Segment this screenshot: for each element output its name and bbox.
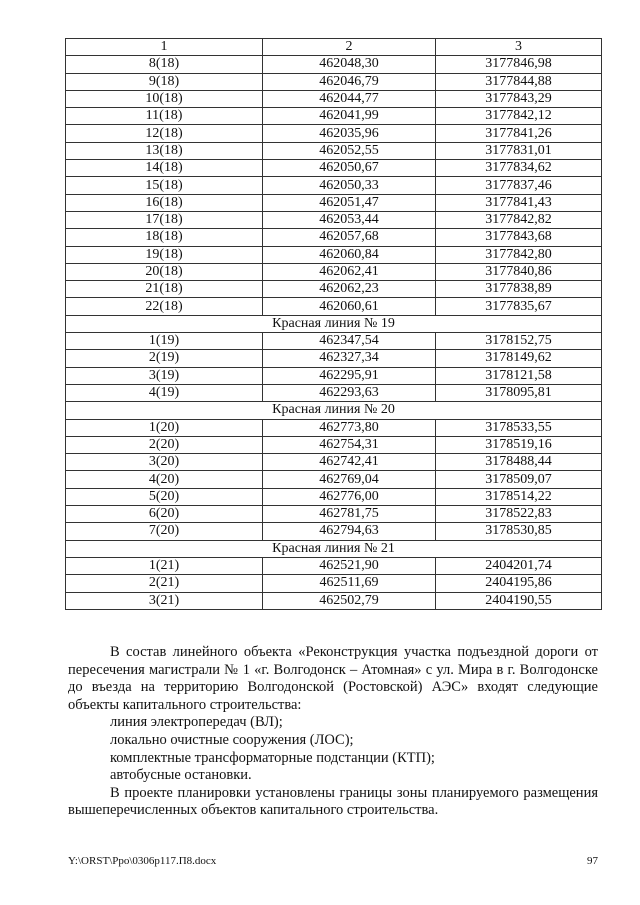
table-row [66, 263, 602, 280]
page-number: 97 [587, 855, 598, 867]
table-cell: 2(21) [66, 575, 263, 592]
list-item: комплектные трансформаторные подстанции (КТП); [110, 749, 435, 766]
table-cell: 462754,31 [263, 436, 436, 453]
table-cell: 3178514,22 [436, 488, 602, 505]
table-cell: 3(19) [66, 367, 263, 384]
table-cell: 462050,67 [263, 160, 436, 177]
table-cell: 3(20) [66, 454, 263, 471]
table-cell: 3178149,62 [436, 350, 602, 367]
table-cell: 462060,84 [263, 246, 436, 263]
closing-paragraph: В проекте планировки установлены границы зоны планируемого размещения вышеперечисленных объектов капитального строительства. [68, 784, 598, 819]
table-cell: 3177831,01 [436, 142, 602, 159]
table-cell: 4(19) [66, 384, 263, 401]
table-cell: 21(18) [66, 281, 263, 298]
list-item: автобусные остановки. [110, 767, 252, 784]
table-row [66, 384, 602, 401]
footer-file-path: Y:\ORST\Ppo\0306p117.П8.docx [68, 855, 217, 867]
table-cell: 462053,44 [263, 211, 436, 228]
table-cell: 3178533,55 [436, 419, 602, 436]
table-row [66, 592, 602, 609]
table-cell: 3(21) [66, 592, 263, 609]
table-cell: 462327,34 [263, 350, 436, 367]
table-cell: 3178152,75 [436, 333, 602, 350]
description-text [68, 644, 598, 820]
table-cell: 462293,63 [263, 384, 436, 401]
table-cell: 462057,68 [263, 229, 436, 246]
table-row [66, 488, 602, 505]
table-row [66, 177, 602, 194]
table-row [66, 350, 602, 367]
table-cell: 18(18) [66, 229, 263, 246]
table-cell: 1(20) [66, 419, 263, 436]
table-cell: 462051,47 [263, 194, 436, 211]
table-cell: 462044,77 [263, 90, 436, 107]
table-cell: 3177846,98 [436, 56, 602, 73]
table-cell: 3177843,29 [436, 90, 602, 107]
table-row [66, 125, 602, 142]
table-row [66, 419, 602, 436]
table-row [66, 90, 602, 107]
table-row [66, 229, 602, 246]
table-cell: 462041,99 [263, 108, 436, 125]
table-cell: 462046,79 [263, 73, 436, 90]
table-cell: 1 [66, 39, 263, 56]
table-row [66, 142, 602, 159]
table-cell: 3177842,80 [436, 246, 602, 263]
table-cell: 1(21) [66, 557, 263, 574]
table-row [66, 211, 602, 228]
table-cell: 3178509,07 [436, 471, 602, 488]
table-cell: 462776,00 [263, 488, 436, 505]
table-cell: 462511,69 [263, 575, 436, 592]
table-cell: 3178519,16 [436, 436, 602, 453]
table-cell: 2404201,74 [436, 557, 602, 574]
table-cell: 462035,96 [263, 125, 436, 142]
table-row [66, 575, 602, 592]
table-cell: 3177842,12 [436, 108, 602, 125]
table-cell: 462769,04 [263, 471, 436, 488]
table-cell: 2 [263, 39, 436, 56]
table-cell: 462781,75 [263, 506, 436, 523]
table-cell: 3177838,89 [436, 281, 602, 298]
table-cell: 9(18) [66, 73, 263, 90]
table-cell: 3177844,88 [436, 73, 602, 90]
table-row [66, 108, 602, 125]
table-cell: 2404190,55 [436, 592, 602, 609]
table-row [66, 298, 602, 315]
table-cell: 3178530,85 [436, 523, 602, 540]
table-cell: 3177840,86 [436, 263, 602, 280]
table-cell: 462062,23 [263, 281, 436, 298]
table-row [66, 73, 602, 90]
table-cell: 3 [436, 39, 602, 56]
table-cell: 3178121,58 [436, 367, 602, 384]
coordinates-table [65, 38, 602, 610]
table-cell: 1(19) [66, 333, 263, 350]
list-item: линия электропередач (ВЛ); [110, 714, 283, 731]
table-cell: 5(20) [66, 488, 263, 505]
table-cell: 462050,33 [263, 177, 436, 194]
table-cell: 462521,90 [263, 557, 436, 574]
table-cell: 462347,54 [263, 333, 436, 350]
table-cell: 3177841,43 [436, 194, 602, 211]
section-title: Красная линия № 19 [66, 315, 602, 332]
table-cell: 7(20) [66, 523, 263, 540]
table-row [66, 56, 602, 73]
table-cell: 462742,41 [263, 454, 436, 471]
table-cell: 14(18) [66, 160, 263, 177]
table-cell: 462794,63 [263, 523, 436, 540]
table-cell: 462062,41 [263, 263, 436, 280]
table-cell: 19(18) [66, 246, 263, 263]
list-item: локально очистные сооружения (ЛОС); [110, 731, 354, 748]
table-cell: 462048,30 [263, 56, 436, 73]
table-row [66, 333, 602, 350]
table-cell: 2404195,86 [436, 575, 602, 592]
table-cell: 462060,61 [263, 298, 436, 315]
section-header-row [66, 402, 602, 419]
table-cell: 6(20) [66, 506, 263, 523]
table-row [66, 160, 602, 177]
table-cell: 8(18) [66, 56, 263, 73]
table-cell: 3178488,44 [436, 454, 602, 471]
section-header-row [66, 540, 602, 557]
table-cell: 3177842,82 [436, 211, 602, 228]
table-cell: 3177837,46 [436, 177, 602, 194]
table-row [66, 454, 602, 471]
table-row [66, 523, 602, 540]
table-cell: 17(18) [66, 211, 263, 228]
section-header-row [66, 315, 602, 332]
table-cell: 3178095,81 [436, 384, 602, 401]
table-cell: 2(19) [66, 350, 263, 367]
table-cell: 3177841,26 [436, 125, 602, 142]
table-cell: 3177834,62 [436, 160, 602, 177]
table-cell: 13(18) [66, 142, 263, 159]
table-row [66, 367, 602, 384]
table-cell: 16(18) [66, 194, 263, 211]
section-title: Красная линия № 20 [66, 402, 602, 419]
table-cell: 462502,79 [263, 592, 436, 609]
table-row [66, 194, 602, 211]
table-cell: 22(18) [66, 298, 263, 315]
table-cell: 4(20) [66, 471, 263, 488]
table-row [66, 471, 602, 488]
table-cell: 15(18) [66, 177, 263, 194]
table-cell: 20(18) [66, 263, 263, 280]
table-row [66, 557, 602, 574]
table-cell: 12(18) [66, 125, 263, 142]
table-header-row [66, 39, 602, 56]
table-row [66, 246, 602, 263]
table-cell: 3178522,83 [436, 506, 602, 523]
table-row [66, 281, 602, 298]
table-cell: 3177835,67 [436, 298, 602, 315]
table-cell: 462295,91 [263, 367, 436, 384]
table-cell: 462773,80 [263, 419, 436, 436]
table-cell: 462052,55 [263, 142, 436, 159]
table-cell: 11(18) [66, 108, 263, 125]
intro-paragraph: В состав линейного объекта «Реконструкция участка подъездной дороги от пересечения магистрали № 1 «г. Волгодонск – Атомная» с ул. Мира в г. Волгодонске до въезда на территорию Волгодонской (Ростовской) АЭС» входят следующие объекты капитального строительства: [68, 644, 598, 713]
table-cell: 10(18) [66, 90, 263, 107]
section-title: Красная линия № 21 [66, 540, 602, 557]
table-row [66, 506, 602, 523]
table-row [66, 436, 602, 453]
table-cell: 2(20) [66, 436, 263, 453]
table-cell: 3177843,68 [436, 229, 602, 246]
